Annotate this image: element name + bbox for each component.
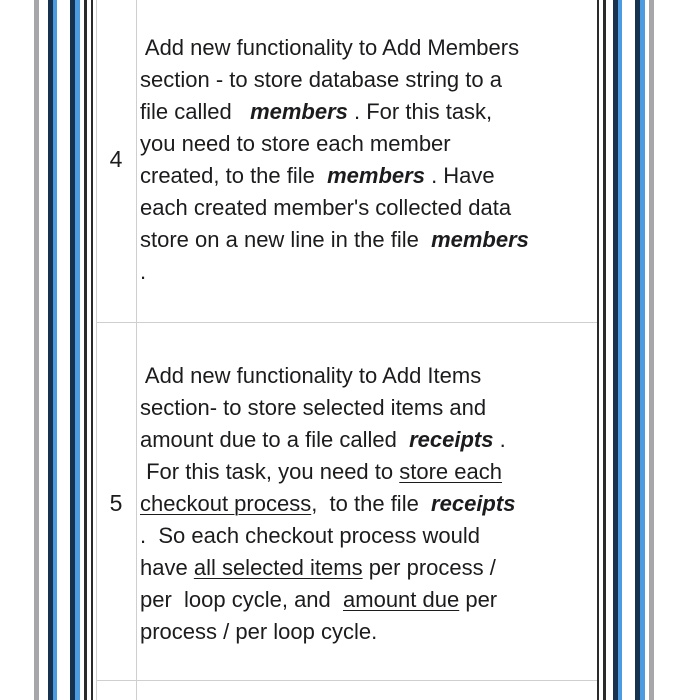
text-segment: have xyxy=(140,555,194,580)
file-name: receipts xyxy=(431,491,516,516)
task-description-line xyxy=(140,520,480,552)
text-segment: . xyxy=(493,427,506,452)
task-description-line xyxy=(140,456,502,488)
text-segment: per loop cycle, and xyxy=(140,587,344,612)
table-border xyxy=(96,0,97,700)
row-number: 4 xyxy=(109,146,123,172)
file-name: members xyxy=(250,99,348,124)
text-segment: created, to the file xyxy=(140,163,328,188)
text-segment: you need to store each member xyxy=(140,131,451,156)
text-segment: For this task, you need to xyxy=(140,459,400,484)
task-description-line xyxy=(140,160,495,192)
text-segment: section- to store selected items and xyxy=(140,395,487,420)
task-description-line xyxy=(140,96,492,128)
text-segment: per xyxy=(459,587,498,612)
row-number: 5 xyxy=(109,490,123,516)
task-description-line xyxy=(140,64,502,96)
file-name: members xyxy=(431,227,529,252)
row-divider xyxy=(96,680,597,681)
task-description-line xyxy=(140,32,519,64)
row-divider xyxy=(96,322,597,323)
text-segment: each created member's collected data xyxy=(140,195,512,220)
text-segment: store on a new line in the file xyxy=(140,227,432,252)
task-description-line xyxy=(140,584,497,616)
text-segment: file called xyxy=(140,99,251,124)
task-description-line xyxy=(140,360,481,392)
task-description-line xyxy=(140,392,486,424)
text-segment: . xyxy=(140,259,147,284)
text-segment: . Have xyxy=(424,163,495,188)
task-description-line xyxy=(140,616,377,648)
task-description-line xyxy=(140,488,515,520)
text-segment: section - to store database string to a xyxy=(140,67,502,92)
text-segment: process / per loop cycle. xyxy=(140,619,378,644)
underlined-text: amount due xyxy=(343,587,460,612)
underlined-text: all selected items xyxy=(193,555,363,580)
task-description-line xyxy=(140,424,506,456)
file-name: receipts xyxy=(409,427,494,452)
task-description-line xyxy=(140,256,146,288)
underlined-text: checkout process xyxy=(140,491,312,516)
text-segment: Add new functionality to Add Items xyxy=(140,363,482,388)
text-segment: . For this task, xyxy=(347,99,493,124)
text-segment: . So each checkout process would xyxy=(140,523,480,548)
task-description-line xyxy=(140,224,529,256)
text-segment: Add new functionality to Add Members xyxy=(140,35,520,60)
text-segment: per process / xyxy=(362,555,496,580)
task-description-line xyxy=(140,128,451,160)
text-segment: , to the file xyxy=(311,491,432,516)
column-divider xyxy=(136,0,137,700)
underlined-text: store each xyxy=(399,459,502,484)
file-name: members xyxy=(327,163,425,188)
task-description-line xyxy=(140,552,496,584)
text-segment: amount due to a file called xyxy=(140,427,410,452)
task-description-line xyxy=(140,192,511,224)
